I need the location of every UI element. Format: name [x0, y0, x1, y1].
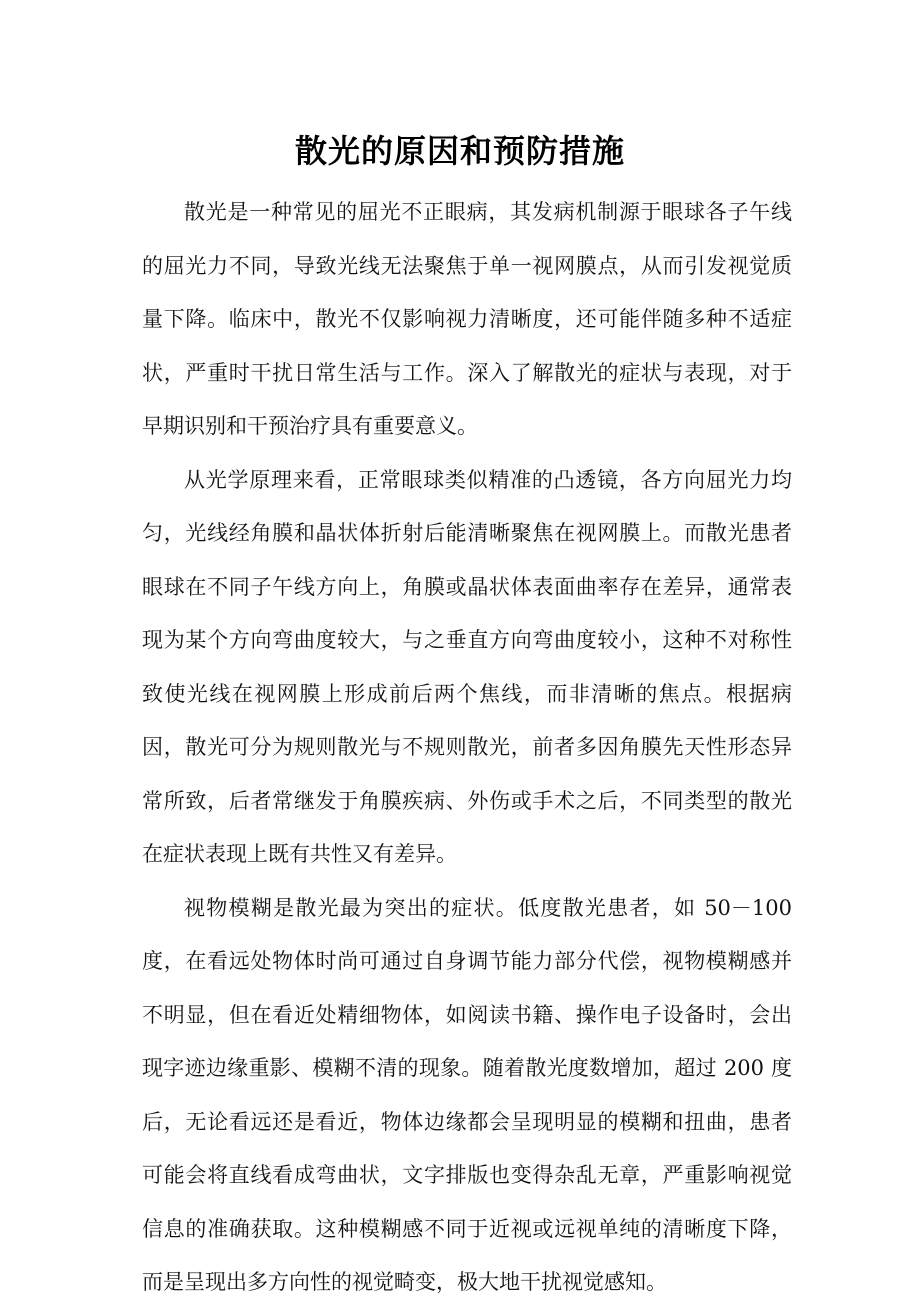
paragraph-3: 视物模糊是散光最为突出的症状。低度散光患者，如 50－100 度，在看远处物体时尚可通过自身调节能力部分代偿，视物模糊感并不明显，但在看近处精细物体，如阅读书籍、操作电子设备时，会出现字迹边缘重影、模糊不清的现象。随着散光度数增加，超过 200 度后，无论看远还是看近，物体边缘都会呈现明显的模糊和扭曲，患者可能会将直线看成弯曲状，文字排版也变得杂乱无章，严重影响视觉信息的准确获取。这种模糊感不同于近视或远视单纯的清晰度下降，而是呈现出多方向性的视觉畸变，极大地干扰视觉感知。: [142, 895, 792, 1294]
paragraph-1: 散光是一种常见的屈光不正眼病，其发病机制源于眼球各子午线的屈光力不同，导致光线无法聚焦于单一视网膜点，从而引发视觉质量下降。临床中，散光不仅影响视力清晰度，还可能伴随多种不适症状，严重时干扰日常生活与工作。深入了解散光的症状与表现，对于早期识别和干预治疗具有重要意义。: [142, 200, 792, 438]
document-body: [142, 186, 792, 1310]
paragraph-2: 从光学原理来看，正常眼球类似精准的凸透镜，各方向屈光力均匀，光线经角膜和晶状体折射后能清晰聚焦在视网膜上。而散光患者眼球在不同子午线方向上，角膜或晶状体表面曲率存在差异，通常表现为某个方向弯曲度较大，与之垂直方向弯曲度较小，这种不对称性致使光线在视网膜上形成前后两个焦线，而非清晰的焦点。根据病因，散光可分为规则散光与不规则散光，前者多因角膜先天性形态异常所致，后者常继发于角膜疾病、外伤或手术之后，不同类型的散光在症状表现上既有共性又有差异。: [142, 467, 792, 866]
page-title: 散光的原因和预防措施: [294, 132, 625, 170]
